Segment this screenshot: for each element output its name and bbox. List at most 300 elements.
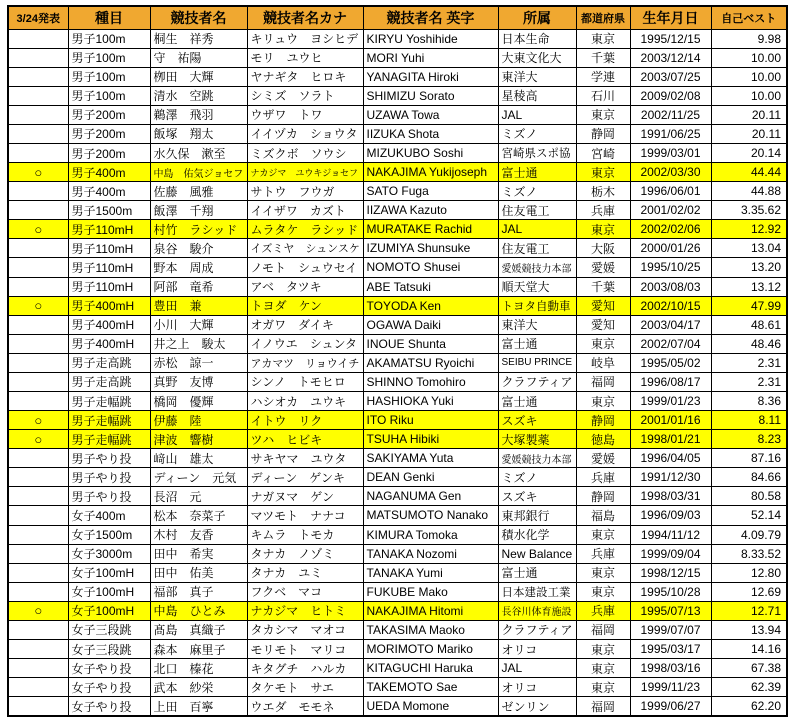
cell-mark xyxy=(8,105,68,124)
cell-team: 住友電工 xyxy=(498,239,576,258)
cell-team: 宮崎県スポ協 xyxy=(498,143,576,162)
cell-event: 男子200m xyxy=(68,124,150,143)
table-row xyxy=(8,640,787,659)
cell-kana: イイザワ カズト xyxy=(247,201,363,220)
cell-event: 男子走高跳 xyxy=(68,372,150,391)
cell-event: 男子走高跳 xyxy=(68,353,150,372)
cell-pref: 愛知 xyxy=(576,315,630,334)
cell-event: 男子100m xyxy=(68,86,150,105)
cell-dob: 2003/08/03 xyxy=(630,277,711,296)
cell-mark: ○ xyxy=(8,163,68,182)
column-header-best: 自己ベスト xyxy=(711,6,787,29)
cell-dob: 1991/06/25 xyxy=(630,124,711,143)
cell-name: 守 祐陽 xyxy=(150,48,247,67)
table-row xyxy=(8,601,787,620)
cell-mark xyxy=(8,48,68,67)
cell-name: 田中 佑美 xyxy=(150,563,247,582)
cell-event: 男子400mH xyxy=(68,315,150,334)
cell-event: 女子100mH xyxy=(68,582,150,601)
cell-best: 8.36 xyxy=(711,391,787,410)
cell-kana: イズミヤ シュンスケ xyxy=(247,239,363,258)
cell-pref: 東京 xyxy=(576,105,630,124)
cell-name-en: ABE Tatsuki xyxy=(363,277,498,296)
cell-name-en: TANAKA Yumi xyxy=(363,563,498,582)
table-row xyxy=(8,143,787,162)
cell-event: 女子やり投 xyxy=(68,659,150,678)
cell-kana: イイヅカ ショウタ xyxy=(247,124,363,143)
cell-pref: 兵庫 xyxy=(576,201,630,220)
cell-best: 4.09.79 xyxy=(711,525,787,544)
table-row xyxy=(8,525,787,544)
cell-event: 女子三段跳 xyxy=(68,640,150,659)
column-header-dob: 生年月日 xyxy=(630,6,711,29)
table-row xyxy=(8,563,787,582)
cell-kana: ツハ ヒビキ xyxy=(247,430,363,449)
column-header-mark: 3/24発表 xyxy=(8,6,68,29)
table-row xyxy=(8,239,787,258)
cell-kana: キムラ トモカ xyxy=(247,525,363,544)
table-row xyxy=(8,487,787,506)
cell-team: トヨタ自動車 xyxy=(498,296,576,315)
cell-kana: ナカジマ ユウキジョセフ xyxy=(247,163,363,182)
cell-kana: ハシオカ ユウキ xyxy=(247,391,363,410)
cell-name: 阿部 竜希 xyxy=(150,277,247,296)
cell-mark xyxy=(8,487,68,506)
cell-best: 67.38 xyxy=(711,659,787,678)
cell-team: 富士通 xyxy=(498,163,576,182)
cell-kana: タナカ ノゾミ xyxy=(247,544,363,563)
cell-dob: 2000/01/26 xyxy=(630,239,711,258)
cell-best: 20.14 xyxy=(711,143,787,162)
cell-best: 52.14 xyxy=(711,506,787,525)
cell-name: 伊藤 陸 xyxy=(150,411,247,430)
cell-name-en: ITO Riku xyxy=(363,411,498,430)
entry-list-table-container xyxy=(7,5,788,717)
cell-name: 津波 響樹 xyxy=(150,430,247,449)
cell-best: 20.11 xyxy=(711,105,787,124)
cell-name: 福部 真子 xyxy=(150,582,247,601)
cell-pref: 東京 xyxy=(576,582,630,601)
cell-team: 富士通 xyxy=(498,391,576,410)
cell-name: 清水 空跳 xyxy=(150,86,247,105)
table-row xyxy=(8,372,787,391)
cell-team: 東洋大 xyxy=(498,67,576,86)
cell-pref: 福島 xyxy=(576,506,630,525)
cell-best: 47.99 xyxy=(711,296,787,315)
cell-mark: ○ xyxy=(8,296,68,315)
table-row xyxy=(8,659,787,678)
cell-best: 62.39 xyxy=(711,678,787,697)
cell-pref: 東京 xyxy=(576,391,630,410)
cell-name: 井之上 駿太 xyxy=(150,334,247,353)
cell-team: 東洋大 xyxy=(498,315,576,334)
cell-mark xyxy=(8,334,68,353)
cell-team: 日本建設工業 xyxy=(498,582,576,601)
cell-event: 男子400mH xyxy=(68,296,150,315)
cell-pref: 東京 xyxy=(576,659,630,678)
cell-team: クラフティア xyxy=(498,372,576,391)
cell-team: ミズノ xyxy=(498,124,576,143)
cell-best: 13.94 xyxy=(711,620,787,639)
column-header-team: 所属 xyxy=(498,6,576,29)
cell-pref: 石川 xyxy=(576,86,630,105)
table-row xyxy=(8,258,787,277)
cell-event: 男子110mH xyxy=(68,258,150,277)
cell-mark: ○ xyxy=(8,220,68,239)
cell-name: 﨑山 雄太 xyxy=(150,449,247,468)
cell-event: 男子400mH xyxy=(68,334,150,353)
cell-pref: 宮崎 xyxy=(576,143,630,162)
table-row xyxy=(8,468,787,487)
cell-name-en: AKAMATSU Ryoichi xyxy=(363,353,498,372)
cell-best: 10.00 xyxy=(711,67,787,86)
cell-pref: 愛知 xyxy=(576,296,630,315)
cell-event: 女子400m xyxy=(68,506,150,525)
cell-team: スズキ xyxy=(498,411,576,430)
cell-name-en: NAGANUMA Gen xyxy=(363,487,498,506)
cell-name-en: KITAGUCHI Haruka xyxy=(363,659,498,678)
cell-mark xyxy=(8,525,68,544)
cell-dob: 1994/11/12 xyxy=(630,525,711,544)
cell-kana: ナガヌマ ゲン xyxy=(247,487,363,506)
cell-pref: 徳島 xyxy=(576,430,630,449)
cell-event: 女子3000m xyxy=(68,544,150,563)
cell-event: 女子100mH xyxy=(68,563,150,582)
cell-event: 男子110mH xyxy=(68,277,150,296)
table-body xyxy=(8,29,787,716)
cell-mark xyxy=(8,29,68,48)
header-row xyxy=(8,6,787,29)
cell-best: 10.00 xyxy=(711,86,787,105)
cell-dob: 1998/01/21 xyxy=(630,430,711,449)
cell-dob: 1999/06/27 xyxy=(630,697,711,716)
cell-name-en: HASHIOKA Yuki xyxy=(363,391,498,410)
cell-mark xyxy=(8,201,68,220)
cell-best: 13.12 xyxy=(711,277,787,296)
cell-name-en: MORI Yuhi xyxy=(363,48,498,67)
cell-mark xyxy=(8,468,68,487)
cell-event: 男子400m xyxy=(68,163,150,182)
cell-kana: サトウ フウガ xyxy=(247,182,363,201)
table-row xyxy=(8,582,787,601)
cell-kana: マツモト ナナコ xyxy=(247,506,363,525)
cell-event: 女子やり投 xyxy=(68,697,150,716)
cell-best: 84.66 xyxy=(711,468,787,487)
cell-kana: モリ ユウヒ xyxy=(247,48,363,67)
cell-mark xyxy=(8,67,68,86)
cell-name-en: MORIMOTO Mariko xyxy=(363,640,498,659)
cell-name: 田中 希実 xyxy=(150,544,247,563)
cell-kana: キリュウ ヨシヒデ xyxy=(247,29,363,48)
cell-team: 長谷川体育施設 xyxy=(498,601,576,620)
cell-event: 男子110mH xyxy=(68,220,150,239)
cell-name: 木村 友香 xyxy=(150,525,247,544)
cell-pref: 栃木 xyxy=(576,182,630,201)
cell-name-en: UZAWA Towa xyxy=(363,105,498,124)
cell-name-en: UEDA Momone xyxy=(363,697,498,716)
cell-kana: イトウ リク xyxy=(247,411,363,430)
cell-kana: フクベ マコ xyxy=(247,582,363,601)
cell-name-en: MATSUMOTO Nanako xyxy=(363,506,498,525)
cell-team: スズキ xyxy=(498,487,576,506)
cell-name-en: YANAGITA Hiroki xyxy=(363,67,498,86)
cell-kana: タケモト サエ xyxy=(247,678,363,697)
cell-mark xyxy=(8,353,68,372)
table-row xyxy=(8,86,787,105)
cell-team: 日本生命 xyxy=(498,29,576,48)
cell-name-en: NAKAJIMA Yukijoseph xyxy=(363,163,498,182)
cell-team: 富士通 xyxy=(498,563,576,582)
column-header-event: 種目 xyxy=(68,6,150,29)
cell-best: 12.80 xyxy=(711,563,787,582)
column-header-name: 競技者名 xyxy=(150,6,247,29)
cell-dob: 2003/07/25 xyxy=(630,67,711,86)
cell-best: 48.46 xyxy=(711,334,787,353)
cell-pref: 福岡 xyxy=(576,620,630,639)
cell-pref: 岐阜 xyxy=(576,353,630,372)
cell-best: 44.88 xyxy=(711,182,787,201)
cell-name: 野本 周成 xyxy=(150,258,247,277)
cell-kana: イノウエ シュンタ xyxy=(247,334,363,353)
cell-event: 男子400m xyxy=(68,182,150,201)
cell-dob: 1999/03/01 xyxy=(630,143,711,162)
cell-event: 女子1500m xyxy=(68,525,150,544)
cell-pref: 大阪 xyxy=(576,239,630,258)
cell-name: 桐生 祥秀 xyxy=(150,29,247,48)
table-row xyxy=(8,678,787,697)
cell-best: 13.04 xyxy=(711,239,787,258)
cell-dob: 1999/07/07 xyxy=(630,620,711,639)
cell-event: 女子やり投 xyxy=(68,678,150,697)
table-row xyxy=(8,391,787,410)
table-row xyxy=(8,296,787,315)
table-row xyxy=(8,277,787,296)
table-row xyxy=(8,544,787,563)
cell-name: 泉谷 駿介 xyxy=(150,239,247,258)
cell-kana: ウエダ モモネ xyxy=(247,697,363,716)
cell-kana: シンノ トモヒロ xyxy=(247,372,363,391)
cell-kana: ディーン ゲンキ xyxy=(247,468,363,487)
cell-dob: 2003/04/17 xyxy=(630,315,711,334)
cell-mark xyxy=(8,620,68,639)
cell-mark xyxy=(8,506,68,525)
cell-team: 大東文化大 xyxy=(498,48,576,67)
cell-pref: 東京 xyxy=(576,334,630,353)
cell-pref: 静岡 xyxy=(576,487,630,506)
cell-event: 男子200m xyxy=(68,143,150,162)
cell-name: ディーン 元気 xyxy=(150,468,247,487)
table-row xyxy=(8,506,787,525)
cell-dob: 2001/02/02 xyxy=(630,201,711,220)
cell-kana: ナカジマ ヒトミ xyxy=(247,601,363,620)
table-row xyxy=(8,29,787,48)
column-header-name-en: 競技者名 英字 xyxy=(363,6,498,29)
cell-dob: 1996/09/03 xyxy=(630,506,711,525)
cell-name: 栁田 大輝 xyxy=(150,67,247,86)
cell-event: 男子やり投 xyxy=(68,468,150,487)
cell-dob: 2003/12/14 xyxy=(630,48,711,67)
cell-pref: 東京 xyxy=(576,525,630,544)
cell-mark xyxy=(8,86,68,105)
cell-team: JAL xyxy=(498,105,576,124)
cell-mark xyxy=(8,659,68,678)
cell-mark xyxy=(8,277,68,296)
cell-team: 星稜高 xyxy=(498,86,576,105)
cell-kana: キタグチ ハルカ xyxy=(247,659,363,678)
cell-name: 髙島 真織子 xyxy=(150,620,247,639)
cell-mark xyxy=(8,582,68,601)
cell-team: ミズノ xyxy=(498,182,576,201)
cell-pref: 愛媛 xyxy=(576,258,630,277)
cell-kana: モリモト マリコ xyxy=(247,640,363,659)
cell-dob: 2002/03/30 xyxy=(630,163,711,182)
cell-pref: 千葉 xyxy=(576,48,630,67)
cell-pref: 東京 xyxy=(576,563,630,582)
cell-dob: 1995/07/13 xyxy=(630,601,711,620)
cell-event: 男子100m xyxy=(68,67,150,86)
cell-name: 佐藤 風雅 xyxy=(150,182,247,201)
cell-dob: 1998/03/16 xyxy=(630,659,711,678)
cell-dob: 2002/02/06 xyxy=(630,220,711,239)
cell-team: 積水化学 xyxy=(498,525,576,544)
cell-dob: 1999/11/23 xyxy=(630,678,711,697)
cell-event: 男子110mH xyxy=(68,239,150,258)
cell-pref: 東京 xyxy=(576,29,630,48)
table-row xyxy=(8,620,787,639)
cell-best: 80.58 xyxy=(711,487,787,506)
cell-mark: ○ xyxy=(8,430,68,449)
cell-kana: ウザワ トワ xyxy=(247,105,363,124)
cell-name: 松本 奈菜子 xyxy=(150,506,247,525)
table-row xyxy=(8,334,787,353)
cell-best: 12.71 xyxy=(711,601,787,620)
cell-name: 武本 紗栄 xyxy=(150,678,247,697)
cell-dob: 2009/02/08 xyxy=(630,86,711,105)
cell-name: 真野 友博 xyxy=(150,372,247,391)
cell-pref: 東京 xyxy=(576,163,630,182)
cell-mark: ○ xyxy=(8,601,68,620)
cell-name: 小川 大輝 xyxy=(150,315,247,334)
cell-dob: 2002/10/15 xyxy=(630,296,711,315)
cell-name-en: TSUHA Hibiki xyxy=(363,430,498,449)
cell-name: 赤松 諒一 xyxy=(150,353,247,372)
cell-name-en: TAKEMOTO Sae xyxy=(363,678,498,697)
cell-name-en: NAKAJIMA Hitomi xyxy=(363,601,498,620)
cell-name-en: DEAN Genki xyxy=(363,468,498,487)
cell-dob: 2002/07/04 xyxy=(630,334,711,353)
cell-mark: ○ xyxy=(8,411,68,430)
cell-best: 2.31 xyxy=(711,353,787,372)
cell-name-en: NOMOTO Shusei xyxy=(363,258,498,277)
cell-team: ミズノ xyxy=(498,468,576,487)
cell-best: 48.61 xyxy=(711,315,787,334)
cell-best: 13.20 xyxy=(711,258,787,277)
cell-mark xyxy=(8,563,68,582)
cell-name-en: KIRYU Yoshihide xyxy=(363,29,498,48)
table-row xyxy=(8,163,787,182)
cell-name-en: IIZUKA Shota xyxy=(363,124,498,143)
cell-mark xyxy=(8,182,68,201)
cell-mark xyxy=(8,143,68,162)
cell-event: 男子200m xyxy=(68,105,150,124)
cell-name: 上田 百寧 xyxy=(150,697,247,716)
cell-best: 8.33.52 xyxy=(711,544,787,563)
cell-kana: ムラタケ ラシッド xyxy=(247,220,363,239)
cell-kana: シミズ ソラト xyxy=(247,86,363,105)
table-row xyxy=(8,411,787,430)
cell-name-en: IZUMIYA Shunsuke xyxy=(363,239,498,258)
cell-team: ゼンリン xyxy=(498,697,576,716)
cell-dob: 1999/01/23 xyxy=(630,391,711,410)
cell-mark xyxy=(8,391,68,410)
cell-name-en: OGAWA Daiki xyxy=(363,315,498,334)
cell-best: 3.35.62 xyxy=(711,201,787,220)
cell-kana: ヤナギタ ヒロキ xyxy=(247,67,363,86)
cell-mark xyxy=(8,239,68,258)
cell-kana: サキヤマ ユウタ xyxy=(247,449,363,468)
cell-event: 男子100m xyxy=(68,48,150,67)
cell-pref: 千葉 xyxy=(576,277,630,296)
cell-name-en: SHINNO Tomohiro xyxy=(363,372,498,391)
cell-dob: 1996/06/01 xyxy=(630,182,711,201)
cell-event: 男子1500m xyxy=(68,201,150,220)
cell-team: 愛媛競技力本部 xyxy=(498,449,576,468)
cell-best: 8.11 xyxy=(711,411,787,430)
cell-team: SEIBU PRINCE xyxy=(498,353,576,372)
cell-name: 豊田 兼 xyxy=(150,296,247,315)
cell-dob: 1995/12/15 xyxy=(630,29,711,48)
cell-team: 愛媛競技力本部 xyxy=(498,258,576,277)
cell-kana: アベ タツキ xyxy=(247,277,363,296)
cell-event: 男子走幅跳 xyxy=(68,430,150,449)
cell-best: 12.69 xyxy=(711,582,787,601)
cell-name-en: TOYODA Ken xyxy=(363,296,498,315)
cell-mark xyxy=(8,697,68,716)
cell-mark xyxy=(8,372,68,391)
cell-mark xyxy=(8,449,68,468)
cell-name: 飯塚 翔太 xyxy=(150,124,247,143)
cell-kana: トヨダ ケン xyxy=(247,296,363,315)
entry-list-table xyxy=(7,5,788,717)
cell-dob: 1999/09/04 xyxy=(630,544,711,563)
cell-best: 12.92 xyxy=(711,220,787,239)
cell-dob: 1996/04/05 xyxy=(630,449,711,468)
cell-pref: 兵庫 xyxy=(576,601,630,620)
table-row xyxy=(8,430,787,449)
cell-dob: 1995/03/17 xyxy=(630,640,711,659)
cell-name: 橋岡 優輝 xyxy=(150,391,247,410)
cell-pref: 愛媛 xyxy=(576,449,630,468)
cell-team: クラフティア xyxy=(498,620,576,639)
cell-pref: 兵庫 xyxy=(576,468,630,487)
table-row xyxy=(8,449,787,468)
cell-event: 男子100m xyxy=(68,29,150,48)
cell-pref: 東京 xyxy=(576,220,630,239)
column-header-kana: 競技者名カナ xyxy=(247,6,363,29)
cell-name-en: TANAKA Nozomi xyxy=(363,544,498,563)
table-row xyxy=(8,353,787,372)
table-row xyxy=(8,697,787,716)
cell-kana: オガワ ダイキ xyxy=(247,315,363,334)
cell-name-en: INOUE Shunta xyxy=(363,334,498,353)
cell-kana: ミズクボ ソウシ xyxy=(247,143,363,162)
cell-name: 中島 ひとみ xyxy=(150,601,247,620)
cell-dob: 1995/10/25 xyxy=(630,258,711,277)
cell-dob: 2001/01/16 xyxy=(630,411,711,430)
cell-mark xyxy=(8,315,68,334)
cell-dob: 1991/12/30 xyxy=(630,468,711,487)
cell-mark xyxy=(8,544,68,563)
